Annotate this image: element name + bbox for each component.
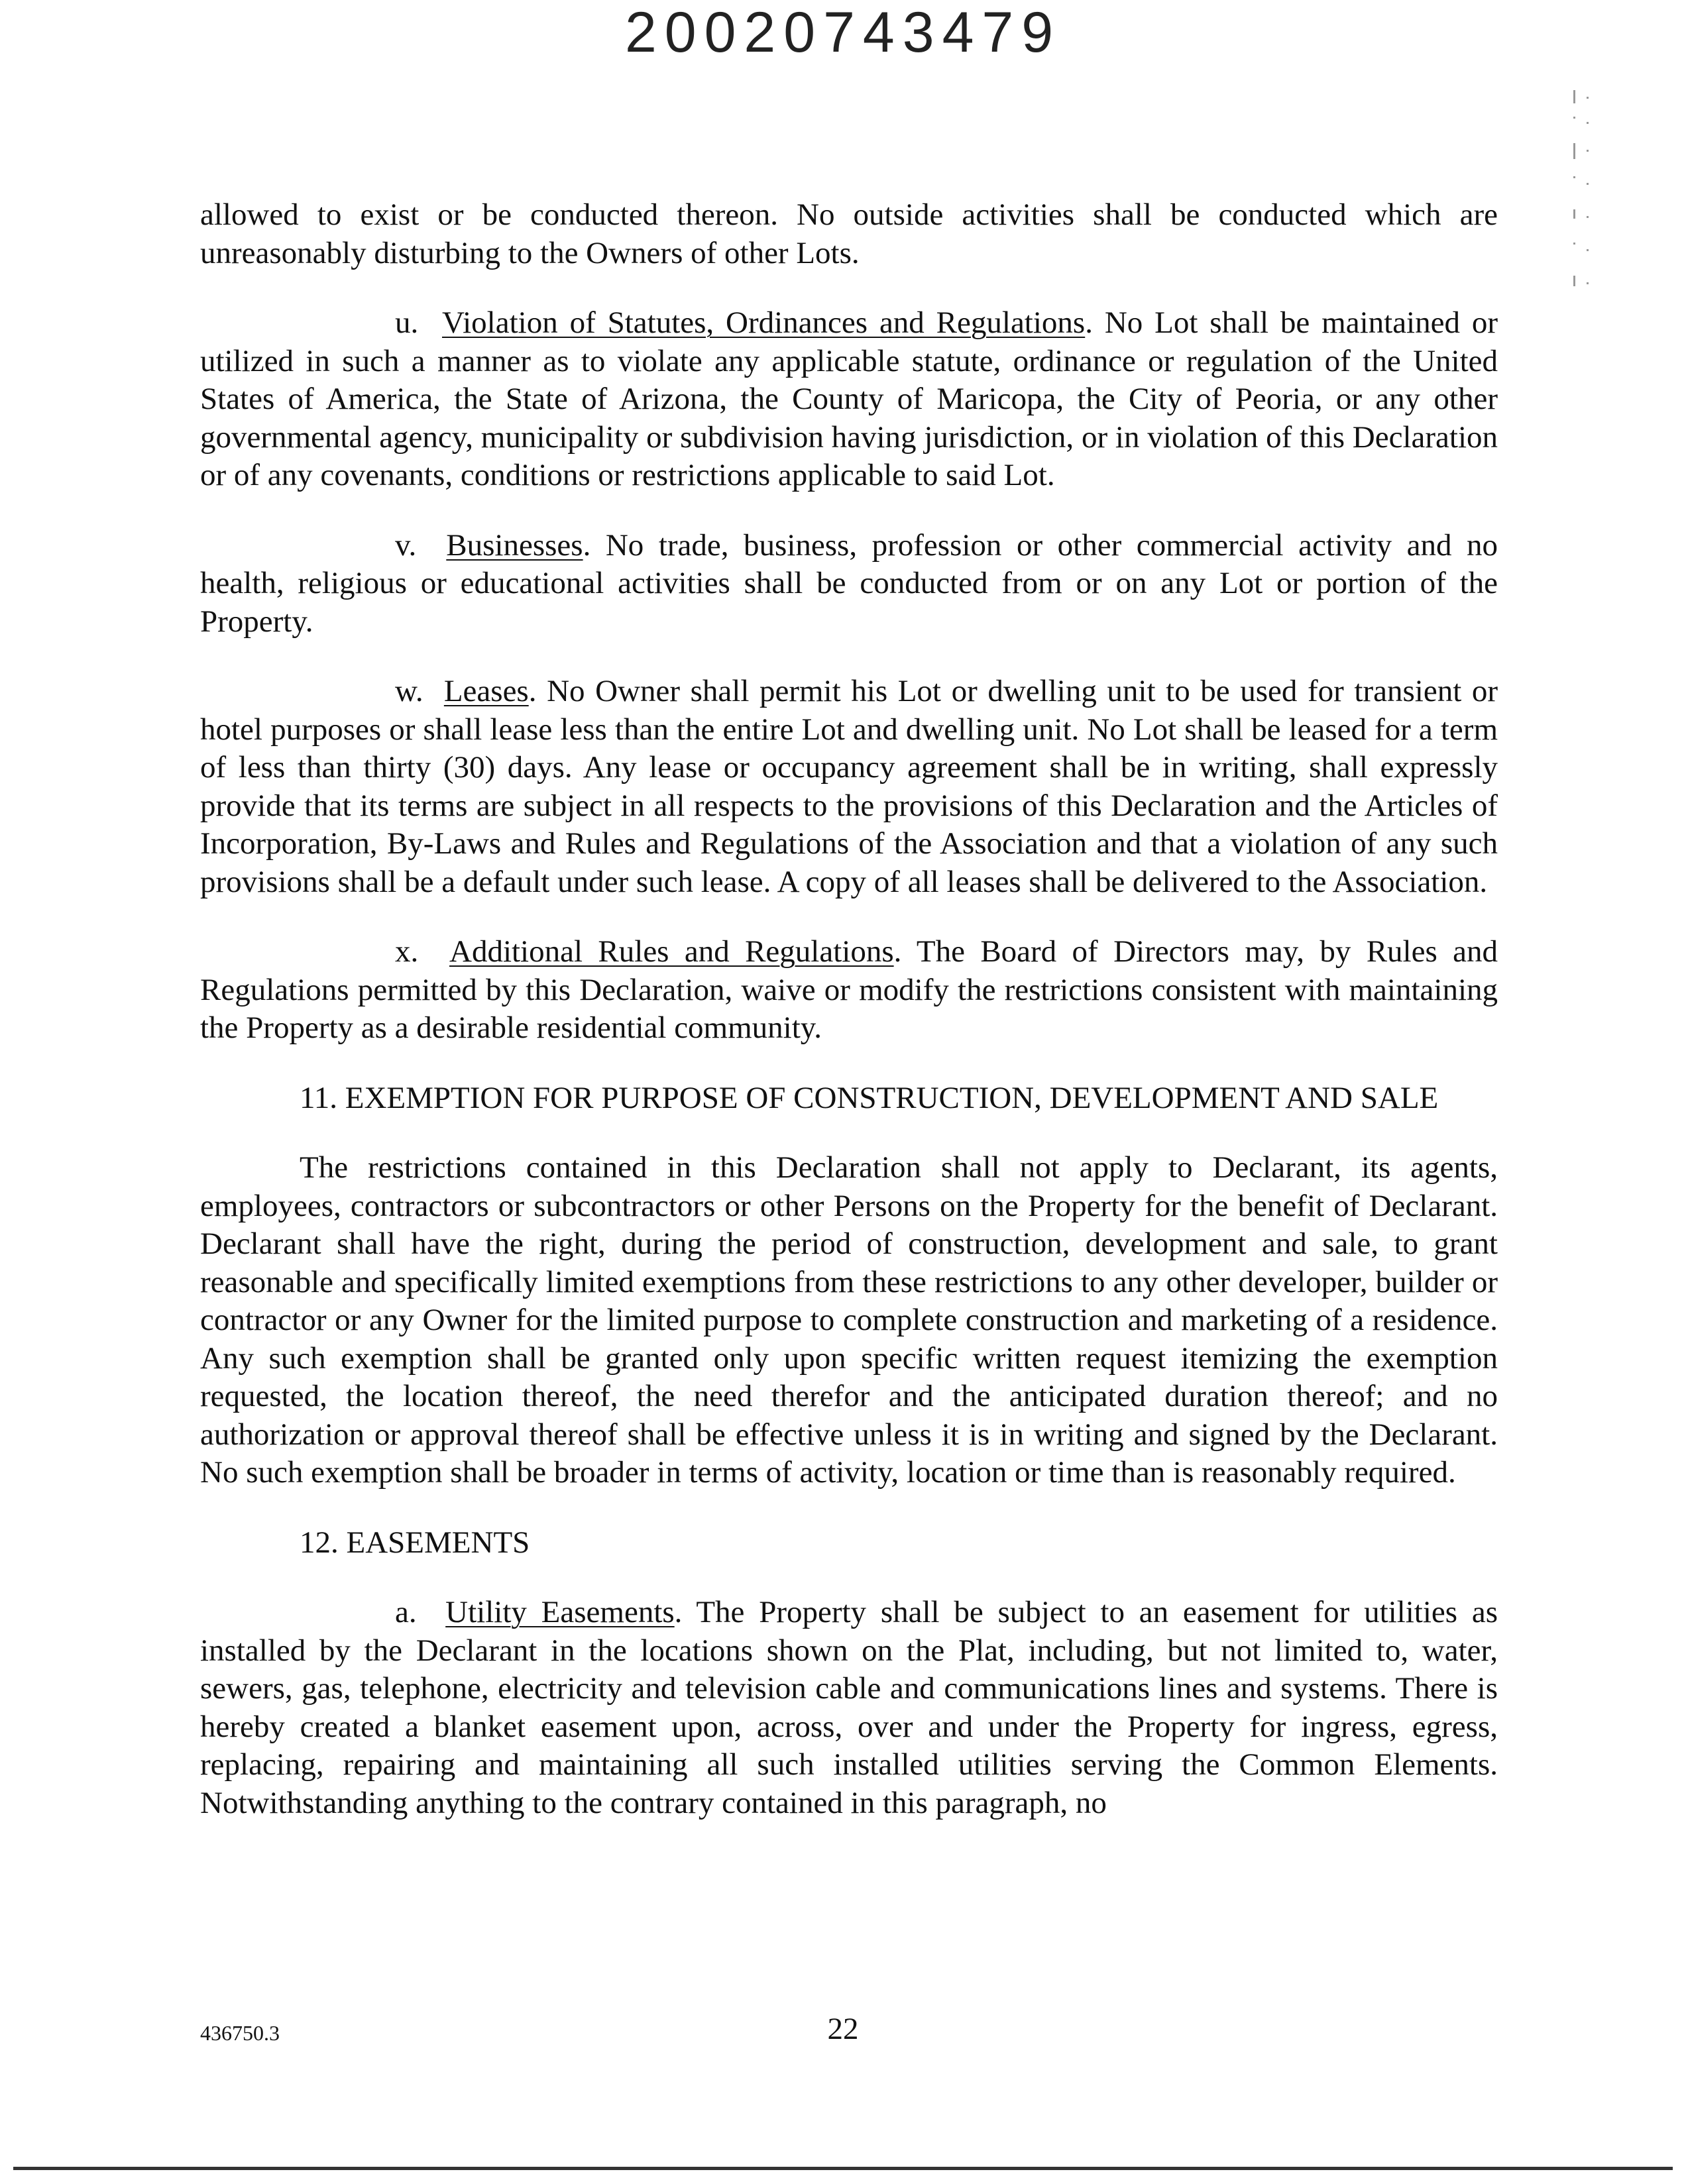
- item-title: Violation of Statutes, Ordinances and Regulations: [442, 305, 1086, 340]
- item-title: Additional Rules and Regulations: [449, 934, 894, 969]
- section-11-text: The restrictions contained in this Declaration shall not apply to Declarant, its agents, employees, contractors or subcontractors or other Persons on the Property for the benefit of Declarant. Declarant shall have the right, during the period of construction, development and sale, to grant reasonable and specifically limited exemptions from these restrictions to any other developer, builder or contractor or any Owner for the limited purpose to complete construction and marketing of a residence. Any such exemption shall be granted only upon specific written request itemizing the exemption requested, the location thereof, the need therefor and the anticipated duration thereof; and no authorization or approval thereof shall be effective unless it is in writing and signed by the Declarant. No such exemption shall be broader in terms of activity, location or time than is reasonably required.: [200, 1150, 1498, 1490]
- item-letter: w.: [395, 674, 423, 708]
- recording-number: 20020743479: [624, 1, 1062, 64]
- bottom-rule: [13, 2167, 1673, 2170]
- paragraph-t-continuation: allowed to exist or be conducted thereon. No outside activities shall be conducted which are unreasonably disturbing to the Owners of other Lots.: [200, 197, 1498, 270]
- paragraph-w-leases: [200, 673, 1498, 901]
- scan-artifact-marks: [1567, 90, 1606, 302]
- item-letter: x.: [395, 934, 419, 969]
- page-body: [200, 196, 1498, 1822]
- item-letter: a.: [395, 1595, 417, 1629]
- item-text: . No trade, business, profession or other commercial activity and no health, religious or educational activities shall be conducted from or on any Lot or portion of the Property.: [200, 527, 1498, 639]
- footer-document-id: 436750.3: [200, 2021, 280, 2045]
- paragraph-u-violation: [200, 304, 1498, 495]
- section-11-heading: 11. EXEMPTION FOR PURPOSE OF CONSTRUCTION, DEVELOPMENT AND SALE: [300, 1080, 1439, 1115]
- item-letter: u.: [395, 305, 419, 340]
- item-text: . No Lot shall be maintained or utilized in such a manner as to violate any applicable statute, ordinance or regulation of the United States of America, the State of Arizona, the County of Maricopa, the City of Peoria, or any other governmental agency, municipality or subdivision having jurisdiction, or in violation of this Declaration or of any covenants, conditions or restrictions applicable to said Lot.: [200, 305, 1498, 492]
- section-12-heading: 12. EASEMENTS: [300, 1525, 530, 1560]
- item-text: . No Owner shall permit his Lot or dwelling unit to be used for transient or hotel purposes or shall lease less than the entire Lot and dwelling unit. No Lot shall be leased for a term of less than thirty (30) days. Any lease or occupancy agreement shall be in writing, shall expressly provide that its terms are subject in all respects to the provisions of this Declaration and the Articles of Incorporation, By-Laws and Rules and Regulations of the Association and that a violation of any such provisions shall be a default under such lease. A copy of all leases shall be delivered to the Association.: [200, 674, 1498, 899]
- paragraph-x-additional-rules: [200, 933, 1498, 1048]
- paragraph-v-businesses: [200, 527, 1498, 641]
- page-number: 22: [827, 2012, 859, 2046]
- item-title: Businesses: [446, 527, 583, 563]
- item-letter: v.: [395, 527, 417, 563]
- item-title: Leases: [443, 674, 529, 708]
- item-text: . The Board of Directors may, by Rules and Regulations permitted by this Declaration, waive or modify the restrictions consistent with maintaining the Property as a desirable residential community.: [200, 934, 1498, 1045]
- item-title: Utility Easements: [445, 1595, 675, 1629]
- paragraph-a-utility-easements: [200, 1594, 1498, 1822]
- item-text: . The Property shall be subject to an easement for utilities as installed by the Declarant in the locations shown on the Plat, including, but not limited to, water, sewers, gas, telephone, electricity and television cable and communications lines and systems. There is hereby created a blanket easement upon, across, over and under the Property for ingress, egress, replacing, repairing and maintaining all such installed utilities serving the Common Elements. Notwithstanding anything to the contrary contained in this paragraph, no: [200, 1595, 1498, 1820]
